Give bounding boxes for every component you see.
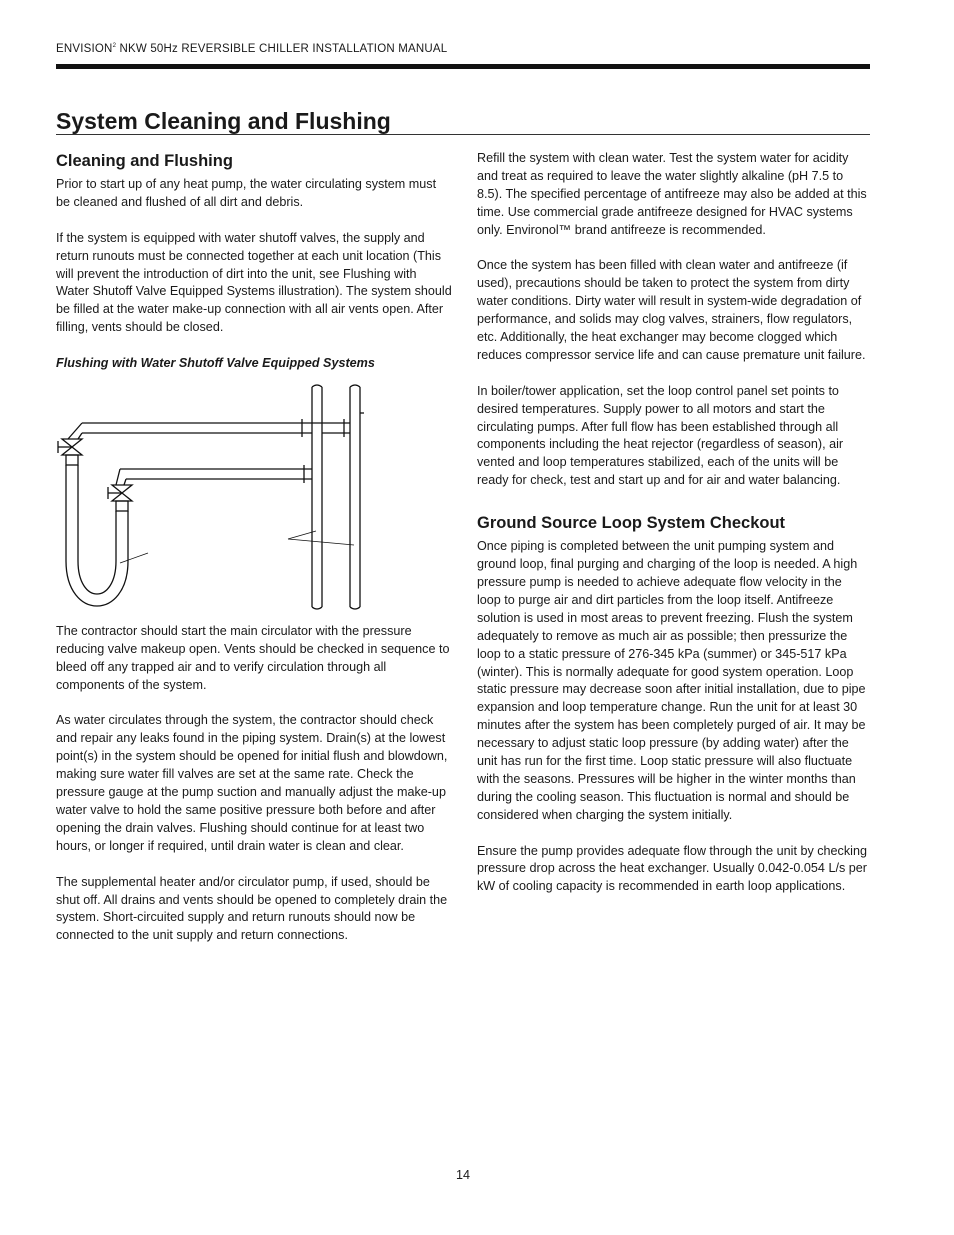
hose-outer <box>66 465 128 606</box>
riser-right-top-cap <box>350 385 360 387</box>
header-title: NKW 50Hz REVERSIBLE CHILLER INSTALLATION MANUAL <box>116 43 448 55</box>
header-rule <box>56 64 870 69</box>
section-heading-ground-loop: Ground Source Loop System Checkout <box>477 514 786 533</box>
page-title: System Cleaning and Flushing <box>56 108 391 134</box>
header-superscript: 2 <box>112 43 117 50</box>
lower-valve-fitting <box>116 501 128 511</box>
page-number: 14 <box>455 1168 470 1182</box>
title-rule <box>56 134 870 135</box>
paragraph: The supplemental heater and/or circulator pump, if used, should be shut off. All drains and vents should be opened to completely drain the system. Short-circuited supply and return runouts should now be connected to the unit supply and return connections. <box>56 874 448 943</box>
paragraph: As water circulates through the system, the contractor should check and repair any leaks found in the piping system. Drain(s) at the lowest point(s) in the system should be opened for initial flush and blowdown, making sure water fill valves are set at the same rate. Check the pressure gauge at the pump suction and manually adjust the make-up water valve to hold the same positive pressure both before and after opening the drain valves. Flushing should continue for at least two hours, or longer if required, until drain water is clean and clear. <box>56 713 448 853</box>
paragraph: In boiler/tower application, set the loop control panel set points to desired temperatures. Supply power to all motors and start the circulating pumps. After full flow has been established through all components including the heat rejector (regardless of season), air vented and loop temperatures stabilized, each of the units will be ready for check, test and start up and for air and water balancing. <box>477 383 844 488</box>
paragraph: The contractor should start the main circulator with the pressure reducing valve makeup open. Vents should be checked in sequence to bleed off any trapped air and to verify circulation through all components of the system. <box>56 623 450 692</box>
paragraph: Prior to start up of any heat pump, the water circulating system must be cleaned and flushed of all dirt and debris. <box>56 177 437 209</box>
paragraph: Once piping is completed between the unit pumping system and ground loop, final purging and charging of the loop is needed. A high pressure pump is needed to achieve adequate flow velocity in the loop to purge air and dirt particles from the loop itself. Antifreeze solution is used in most areas to prevent freezing. Flush the system adequately to remove as much air as possible; then pressurize the loop to a static pressure of 276-345 kPa (summer) or 345-517 kPa (winter). This is normally adequate for good system operation. Loop static pressure may decrease soon after initial installation, due to pipe expansion and loop temperature change. Run the unit for at least 30 minutes after the system has been completely purged of air. It may be necessary to adjust static loop pressure (by adding water) after the unit has run for the first time. Loop static pressure will also fluctuate with the seasons. Pressures will be higher in the winter months than during the cooling season. This fluctuation is normal and should be considered when charging the system initially. <box>477 539 866 822</box>
figure-caption: Flushing with Water Shutoff Valve Equipped Systems <box>56 356 375 371</box>
flushing-diagram <box>56 383 452 623</box>
paragraph: Ensure the pump provides adequate flow through the unit by checking pressure drop across the heat exchanger. Usually 0.042-0.054 L/s per kW of cooling capacity is recommended in earth loop applications. <box>477 843 867 894</box>
upper-valve-fitting <box>66 455 78 465</box>
paragraph: Refill the system with clean water. Test the system water for acidity and treat as required to leave the water slightly alkaline (pH 7.5 to 8.5). The specified percentage of antifreeze may also be added at this time. Use commercial grade antifreeze designed for HVAC systems only. Environol™ brand antifreeze is recommended. <box>477 151 867 237</box>
paragraph: Once the system has been filled with clean water and antifreeze (if used), precautions should be taken to protect the system from dirty water conditions. Dirty water will result in system-wide degradation of performance, and solids may clog valves, strainers, flow regulators, etc. Additionally, the heat exchanger may become clogged which reduces compressor service life and can cause premature unit failure. <box>477 258 866 362</box>
section-heading-cleaning: Cleaning and Flushing <box>56 152 233 170</box>
left-column <box>56 150 452 963</box>
right-column <box>477 150 869 914</box>
header-brand: ENVISION <box>56 43 113 55</box>
running-header <box>56 43 447 55</box>
riser-left-top-cap <box>312 385 322 387</box>
riser-left-bottom-cap <box>312 607 322 609</box>
riser-right-bottom-cap <box>350 607 360 609</box>
paragraph: If the system is equipped with water shutoff valves, the supply and return runouts must be connected together at each unit location (This will prevent the introduction of dirt into the unit, see Flushing with Water Shutoff Valve Equipped Systems illustration). The system should be filled at the water make-up connection with all air vents open. After filling, vents should be closed. <box>56 230 452 335</box>
